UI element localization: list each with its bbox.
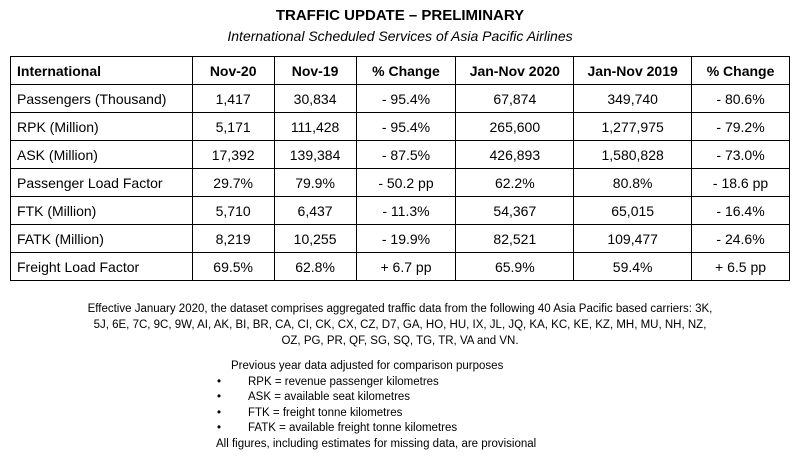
definition-text: ASK = available seat kilometres bbox=[248, 391, 411, 403]
row-label: Freight Load Factor bbox=[11, 253, 193, 281]
table-cell: - 87.5% bbox=[356, 141, 456, 169]
column-header: Nov-19 bbox=[274, 57, 356, 85]
carriers-note bbox=[30, 301, 770, 349]
table-cell: 65,015 bbox=[574, 197, 692, 225]
list-item bbox=[216, 406, 536, 422]
column-header: Jan-Nov 2020 bbox=[456, 57, 574, 85]
table-cell: 65.9% bbox=[456, 253, 574, 281]
table-cell: 109,477 bbox=[574, 225, 692, 253]
row-label: Passengers (Thousand) bbox=[11, 85, 193, 113]
table-cell: + 6.7 pp bbox=[356, 253, 456, 281]
table-cell: 5,171 bbox=[192, 113, 274, 141]
table-cell: 67,874 bbox=[456, 85, 574, 113]
bullet-icon: • bbox=[217, 422, 222, 434]
bullet-icon: • bbox=[217, 375, 222, 388]
table-cell: 69.5% bbox=[192, 253, 274, 281]
table-row bbox=[11, 85, 790, 113]
table-row bbox=[11, 113, 790, 141]
carriers-note-line: OZ, PG, PR, QF, SG, SQ, TG, TR, VA and VN. bbox=[281, 335, 519, 347]
provisional-note: All figures, including estimates for missing data, are provisional bbox=[216, 437, 537, 450]
definitions-block bbox=[216, 359, 536, 452]
table-cell: - 19.9% bbox=[356, 225, 456, 253]
table-cell: 59.4% bbox=[574, 253, 692, 281]
column-header: International bbox=[11, 57, 193, 85]
table-cell: 5,710 bbox=[192, 197, 274, 225]
table-cell: - 79.2% bbox=[692, 113, 790, 141]
traffic-table bbox=[10, 56, 790, 281]
table-row bbox=[11, 253, 790, 281]
list-item bbox=[216, 375, 536, 391]
table-row bbox=[11, 141, 790, 169]
column-header: Nov-20 bbox=[192, 57, 274, 85]
table-cell: - 24.6% bbox=[692, 225, 790, 253]
document-title: TRAFFIC UPDATE – PRELIMINARY bbox=[275, 7, 525, 24]
table-cell: 10,255 bbox=[274, 225, 356, 253]
column-header: % Change bbox=[356, 57, 456, 85]
row-label: ASK (Million) bbox=[11, 141, 193, 169]
table-cell: 62.8% bbox=[274, 253, 356, 281]
table-cell: 29.7% bbox=[192, 169, 274, 197]
table-cell: 1,417 bbox=[192, 85, 274, 113]
table-cell: - 80.6% bbox=[692, 85, 790, 113]
table-cell: 54,367 bbox=[456, 197, 574, 225]
table-cell: 6,437 bbox=[274, 197, 356, 225]
table-row bbox=[11, 225, 790, 253]
table-cell: 8,219 bbox=[192, 225, 274, 253]
table-cell: + 6.5 pp bbox=[692, 253, 790, 281]
table-cell: 349,740 bbox=[574, 85, 692, 113]
table-cell: 111,428 bbox=[274, 113, 356, 141]
table-cell: - 11.3% bbox=[356, 197, 456, 225]
definition-text: RPK = revenue passenger kilometres bbox=[248, 375, 439, 388]
definitions-list bbox=[216, 375, 536, 437]
column-header: % Change bbox=[692, 57, 790, 85]
definition-text: FATK = available freight tonne kilometres bbox=[248, 422, 458, 434]
table-cell: 30,834 bbox=[274, 85, 356, 113]
table-cell: 79.9% bbox=[274, 169, 356, 197]
table-cell: 62.2% bbox=[456, 169, 574, 197]
table-cell: 265,600 bbox=[456, 113, 574, 141]
row-label: RPK (Million) bbox=[11, 113, 193, 141]
row-label: Passenger Load Factor bbox=[11, 169, 193, 197]
table-cell: - 95.4% bbox=[356, 85, 456, 113]
table-row bbox=[11, 169, 790, 197]
document-subtitle: International Scheduled Services of Asia Pacific Airlines bbox=[227, 28, 573, 44]
table-cell: 426,893 bbox=[456, 141, 574, 169]
table-cell: 139,384 bbox=[274, 141, 356, 169]
adjustment-note: Previous year data adjusted for comparison purposes bbox=[231, 360, 504, 372]
list-item bbox=[216, 390, 536, 406]
table-cell: 1,277,975 bbox=[574, 113, 692, 141]
carriers-note-line: 5J, 6E, 7C, 9C, 9W, AI, AK, BI, BR, CA, CI, CK, CX, CZ, D7, GA, HO, HU, IX, JL, JQ, KA, KC, KE, KZ, MH, MU, NH, NZ, bbox=[93, 319, 707, 331]
table-cell: 1,580,828 bbox=[574, 141, 692, 169]
table-header-row bbox=[11, 57, 790, 85]
bullet-icon: • bbox=[217, 406, 222, 419]
table-cell: 82,521 bbox=[456, 225, 574, 253]
row-label: FATK (Million) bbox=[11, 225, 193, 253]
list-item bbox=[216, 421, 536, 437]
row-label: FTK (Million) bbox=[11, 197, 193, 225]
table-row bbox=[11, 197, 790, 225]
table-cell: - 50.2 pp bbox=[356, 169, 456, 197]
table-cell: - 18.6 pp bbox=[692, 169, 790, 197]
table-cell: 80.8% bbox=[574, 169, 692, 197]
table-cell: - 95.4% bbox=[356, 113, 456, 141]
column-header: Jan-Nov 2019 bbox=[574, 57, 692, 85]
carriers-note-line: Effective January 2020, the dataset comprises aggregated traffic data from the following 40 Asia Pacific based carriers: 3K, bbox=[87, 303, 713, 315]
table-cell: - 16.4% bbox=[692, 197, 790, 225]
definition-text: FTK = freight tonne kilometres bbox=[248, 406, 403, 419]
bullet-icon: • bbox=[217, 391, 222, 403]
table-cell: 17,392 bbox=[192, 141, 274, 169]
table-cell: - 73.0% bbox=[692, 141, 790, 169]
